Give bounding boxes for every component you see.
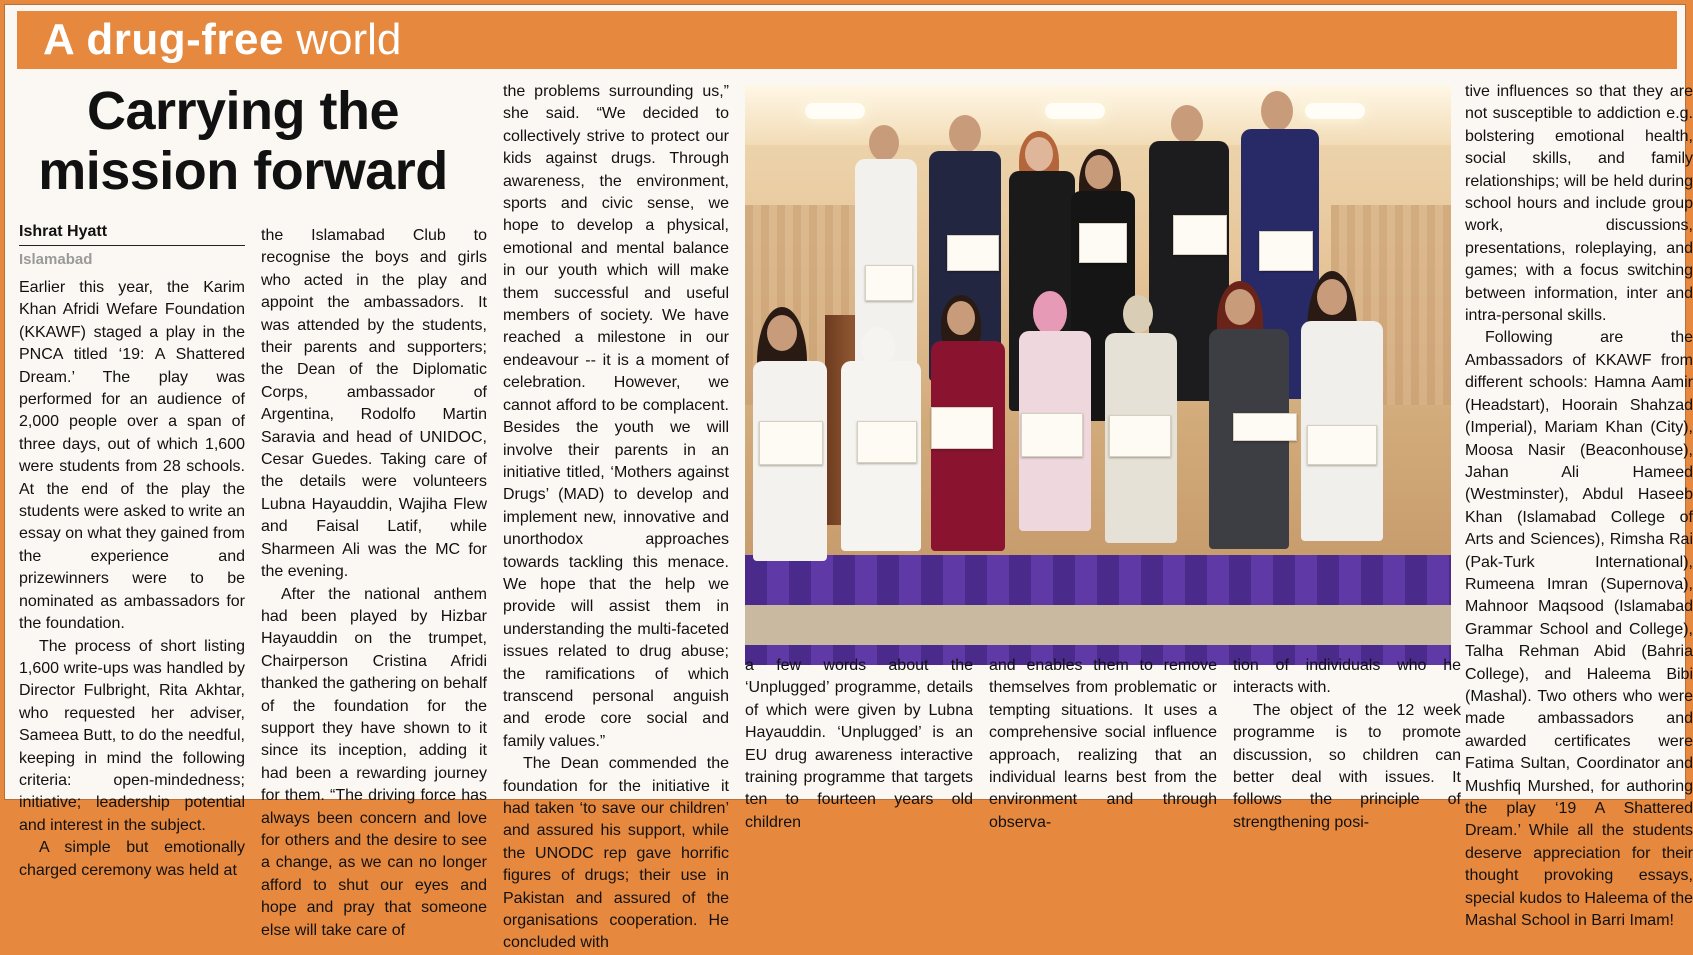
paragraph: Following are the Ambassadors of KKAWF from different schools: Hamna Aamir (Headstart), Hoorain Shahzad (Imperial), Mariam Khan (City), Moosa Nasir (Beaconhouse), Jahan Ali Hameed (Westminster), Abdul Haseeb Khan (Islamabad College of Arts and Sciences), Rimsha Rai (Pak-Turk International), Rumeena Imran (Supernova), Mahnoor Maqsood (Islamabad Grammar School and College), Talha Rehman Abid (Bahria College), and Haleema Bibi (Mashal). Two others who were made ambassadors and awarded certificates were Fatima Sultan, Coordinator and Mushfiq Murshed, for authoring the play ‘19 A Shattered Dream.’ While all the students deserve appreciation for their thought provoking essays, special kudos to Haleema of the Mashal School in Barri Imam! — [1465, 329, 1693, 930]
article-column-4 — [745, 655, 973, 831]
article-column-1 — [19, 277, 245, 879]
paragraph: After the national anthem had been played by Hizbar Hayauddin on the trumpet, Chairperson Cristina Afridi thanked the gathering on behalf of the foundation for the support they have shown to it since its inception, adding it had been a rewarding journey for them. “The driving force has always been concern and love for others and the desire to see a change, as we can no longer afford to shut our eyes and hope and pray that someone else will take care of — [261, 585, 487, 939]
section-banner — [17, 11, 1677, 69]
ceiling-light — [1305, 103, 1365, 119]
paragraph: The object of the 12 week programme is to promote discussion, so children can better deal with issues. It follows the principle of strengthening posi- — [1233, 701, 1461, 831]
paragraph: the Islamabad Club to recognise the boys and girls who acted in the play and appoint the ambassadors. It was attended by the students, their parents and supporters; the Dean of the Diplomatic Corps, ambassador of Argentina, Rodolfo Martin Saravia and head of UNIDOC, Cesar Guedes. Taking care of the details were volunteers Lubna Hayauddin, Wajiha Flew and Faisal Latif, while Sharmeen Ali was the MC for the evening. — [261, 227, 487, 581]
paragraph: tion of individuals who he interacts with. — [1233, 657, 1461, 697]
paragraph: the problems surrounding us,” she said. “We decided to collectively strive to protect our kids against drugs. Through awareness, the environment, sports and civic sense, we hope to develop a physical, emotional and mental balance in our youth which will make them successful and useful members of society. We have reached a milestone in our endeavour -- it is a moment of celebration. However, we cannot afford to be complacent. Besides the youth we will involve their parents in an initiative titled, ‘Mothers against Drugs’ (MAD) to develop and implement new, innovative and unorthodox approaches towards tackling this menace. We hope that the help we provide will assist them in understanding the multi-faceted issues related to drug abuse; the ramifications of which transcend personal anguish and erode core social and family values.” — [503, 83, 729, 750]
paragraph: The process of short listing 1,600 write-ups was handled by Director Fulbright, Rita Akhtar, who requested her adviser, Sameea Butt, to do the needful, keeping in mind the following criteria: open-mindedness; initiative; leadership potential and interest in the subject. — [19, 637, 245, 834]
dateline: Islamabad — [19, 251, 93, 268]
ceiling-light — [805, 103, 865, 119]
paragraph: a few words about the ‘Unplugged’ programme, details of which were given by Lubna Hayauddin. ‘Unplugged’ is an EU drug awareness interactive training programme that targets ten to fourteen years old children — [745, 657, 973, 831]
ceiling-light — [1045, 103, 1105, 119]
paragraph: and enables them to remove themselves from problematic or tempting situations. It uses a comprehensive social influence approach, realizing that an individual learns best from the environment and through observa- — [989, 657, 1217, 831]
headline: Carrying the mission forward — [38, 81, 448, 201]
byline: Ishrat Hyatt — [19, 223, 245, 246]
group-photo — [745, 85, 1451, 641]
newspaper-page — [4, 4, 1693, 952]
article-column-6 — [1233, 655, 1461, 831]
paragraph: The Dean commended the foundation for the initiative it had taken ‘to save our children’ and assured his support, while the UNODC rep gave horrific figures of drugs; their use in Pakistan and assured of the organisations cooperation. He concluded with — [503, 755, 729, 952]
banner-light-text: world — [296, 15, 402, 64]
floor — [745, 605, 1451, 645]
article-column-7 — [1465, 81, 1693, 930]
paragraph: Earlier this year, the Karim Khan Afridi Wefare Foundation (KKAWF) staged a play in the PNCA titled ‘19: A Shattered Dream.’ The play was performed for an audience of 2,000 people over a span of three days, out of which 1,600 were students from 28 schools. At the end of the play the students were asked to write an essay on what they gained from the experience and prizewinners were to be nominated as ambassadors for the foundation. — [19, 279, 245, 633]
article-column-3 — [503, 81, 729, 952]
article-column-5 — [989, 655, 1217, 831]
paragraph: A simple but emotionally charged ceremony was held at — [19, 839, 245, 879]
banner-bold-text: A drug-free — [43, 15, 284, 64]
article-column-2 — [261, 225, 487, 939]
paragraph: tive influences so that they are not susceptible to addiction e.g. bolstering emotional health, social skills, and family relationships; will be held during school hours and include group work, discussions, presentations, roleplaying, and games; with a focus switching between information, inter and intra-personal skills. — [1465, 83, 1693, 325]
